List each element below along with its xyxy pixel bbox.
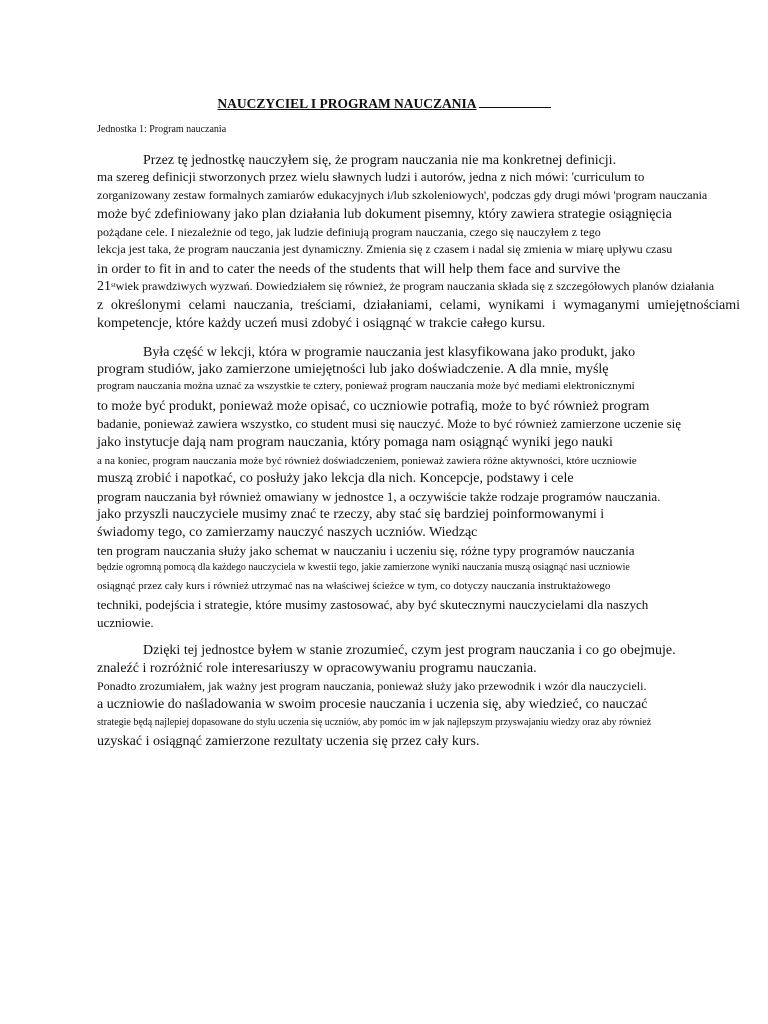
paragraph-line: to może być produkt, ponieważ może opisać, co uczniowie potrafią, może to być również program bbox=[97, 399, 650, 414]
century-suffix: st bbox=[111, 281, 116, 289]
paragraph-line: pożądane cele. I niezależnie od tego, jak ludzie definiują program nauczania, czego się nauczyłem z tego bbox=[97, 225, 601, 239]
paragraph-line: osiągnąć przez cały kurs i również utrzymać nas na właściwej ścieżce w tym, co dotyczy nauczania instruktażowego bbox=[97, 580, 611, 592]
paragraph-line: uzyskać i osiągnąć zamierzone rezultaty uczenia się przez cały kurs. bbox=[97, 734, 480, 749]
paragraph-line: zorganizowany zestaw formalnych zamiarów edukacyjnych i/lub szkoleniowych', podczas gdy drugi mówi 'program nauczania bbox=[97, 188, 708, 202]
paragraph-line: program nauczania można uznać za wszystkie te cztery, ponieważ program nauczania może być mediami elektronicznymi bbox=[97, 380, 635, 392]
paragraph-line: badanie, ponieważ zawiera wszystko, co student musi się nauczyć. Może to być również zamierzone uczenie się bbox=[97, 416, 682, 431]
paragraph-line: świadomy tego, co zamierzamy nauczyć naszych uczniów. Wiedząc bbox=[97, 525, 478, 540]
paragraph-line: znaleźć i rozróżnić role interesariuszy w opracowywaniu programu nauczania. bbox=[97, 661, 537, 676]
paragraph-line: muszą zrobić i napotkać, co posłuży jako lekcja dla nich. Koncepcje, podstawy i cele bbox=[97, 471, 574, 486]
paragraph-line: in order to fit in and to cater the needs of the students that will help them face and survive the bbox=[97, 262, 621, 277]
paragraph-line: Była część w lekcji, która w programie nauczania jest klasyfikowana jako produkt, jako bbox=[143, 345, 636, 360]
paragraph-line: Przez tę jednostkę nauczyłem się, że program nauczania nie ma konkretnej definicji. bbox=[143, 153, 617, 168]
paragraph-line: Dzięki tej jednostce byłem w stanie zrozumieć, czym jest program nauczania i co go obejmuje. bbox=[143, 643, 676, 658]
title-underline bbox=[479, 96, 551, 108]
paragraph-line: lekcja jest taka, że program nauczania jest dynamiczny. Zmienia się z czasem i nadal się zmienia w miarę upływu czasu bbox=[97, 242, 673, 256]
paragraph-line: jako instytucje dają nam program nauczania, który pomaga nam osiągnąć wyniki jego nauki bbox=[97, 435, 613, 450]
paragraph-line: kompetencje, które każdy uczeń musi zdobyć i osiągnąć w trakcie całego kursu. bbox=[97, 316, 546, 331]
paragraph-line: program studiów, jako zamierzone umiejętności lub jako doświadczenie. A dla mnie, myślę bbox=[97, 362, 609, 377]
paragraph-line: a na koniec, program nauczania może być również doświadczeniem, ponieważ zawiera różne aktywności, które uczniowie bbox=[97, 455, 637, 467]
paragraph-line: Ponadto zrozumiałem, jak ważny jest program nauczania, ponieważ służy jako przewodnik i wzór dla nauczycieli. bbox=[97, 679, 647, 693]
paragraph-line: techniki, podejścia i strategie, które musimy zastosować, aby być skutecznymi nauczycielami dla naszych bbox=[97, 597, 649, 612]
paragraph-line: jako przyszli nauczyciele musimy znać te rzeczy, aby stać się bardziej poinformowanymi i bbox=[97, 507, 605, 522]
paragraph-line: będzie ogromną pomocą dla każdego nauczyciela w kwestii tego, jakie zamierzone wyniki nauczania muszą osiągnąć nasi uczniowie bbox=[97, 562, 630, 573]
paragraph-line: strategie będą najlepiej dopasowane do stylu uczenia się uczniów, aby pomóc im w jak najlepszym przyswajaniu wiedzy oraz aby również bbox=[97, 717, 652, 728]
paragraph-line: uczniowie. bbox=[97, 615, 154, 630]
paragraph-line: a uczniowie do naśladowania w swoim procesie nauczania i uczenia się, aby wiedzieć, co nauczać bbox=[97, 697, 648, 712]
document-title: NAUCZYCIEL I PROGRAM NAUCZANIA bbox=[0, 96, 768, 112]
paragraph-line: ma szereg definicji stworzonych przez wielu sławnych ludzi i autorów, jedna z nich mówi: 'curriculum to bbox=[97, 169, 645, 184]
paragraph-line: ten program nauczania służy jako schemat w nauczaniu i uczeniu się, różne typy programów nauczania bbox=[97, 543, 635, 558]
paragraph-line: 21stwiek prawdziwych wyzwań. Dowiedziałem się również, że program nauczania składa się z szczegółowych planów działania bbox=[97, 279, 715, 294]
paragraph-line: może być zdefiniowany jako plan działania lub dokument pisemny, który zawiera strategie osiągnięcia bbox=[97, 207, 672, 222]
paragraph-line: z określonymi celami nauczania, treściami, działaniami, celami, wynikami i wymaganymi umiejętnościami bbox=[97, 298, 740, 313]
unit-heading: Jednostka 1: Program nauczania bbox=[97, 124, 227, 135]
paragraph-line: program nauczania był również omawiany w jednostce 1, a oczywiście także rodzaje programów nauczania. bbox=[97, 489, 661, 504]
century-number: 21 bbox=[97, 279, 111, 294]
